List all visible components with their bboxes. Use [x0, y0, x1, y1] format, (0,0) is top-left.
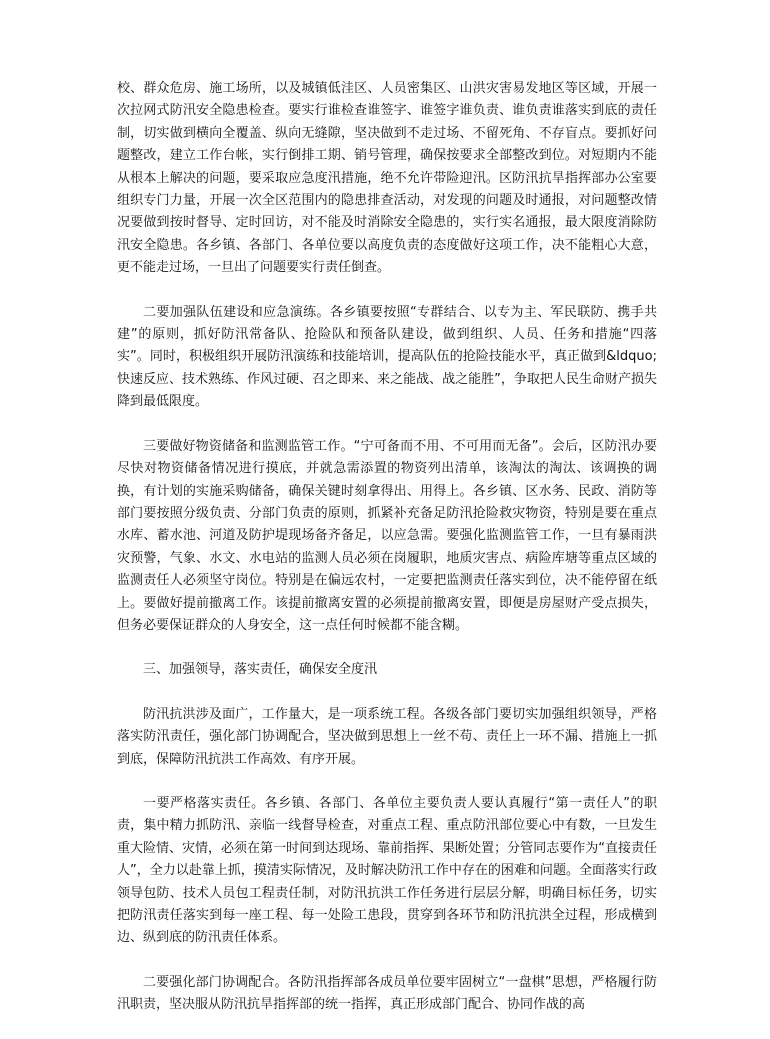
paragraph-4: 防汛抗洪涉及面广，工作量大，是一项系统工程。各级各部门要切实加强组织领导，严格落实防汛责任，强化部门协调配合，坚决做到思想上一丝不苟、责任上一环不漏、措施上一抓到底，保障防汛抗洪工作高效、有序开展。	[117, 706, 657, 767]
paragraph-2: 二要加强队伍建设和应急演练。各乡镇要按照“专群结合、以专为主、军民联防、携手共建”的原则，抓好防汛常备队、抢险队和预备队建设，做到组织、人员、任务和措施“四落实”。同时，积极组织开展防汛演练和技能培训，提高队伍的抢险技能水平，真正做到&ldquo;快速反应、技术熟练、作风过硬、召之即来、来之能战、战之能胜”，争取把人民生命财产损失降到最低限度。	[117, 304, 657, 410]
document-page	[117, 78, 657, 1039]
paragraph-5: 一要严格落实责任。各乡镇、各部门、各单位主要负责人要认真履行“第一责任人”的职责，集中精力抓防汛、亲临一线督导检查，对重点工程、重点防汛部位要心中有数，一旦发生重大险情、灾情，必须在第一时间到达现场、靠前指挥、果断处置；分管同志要作为“直接责任人”，全力以赴靠上抓，摸清实际情况，及时解决防汛工作中存在的困难和问题。全面落实行政领导包防、技术人员包工程责任制，对防汛抗洪工作任务进行层层分解，明确目标任务，切实把防汛责任落实到每一座工程、每一处险工患段，贯穿到各环节和防汛抗洪全过程，形成横到边、纵到底的防汛责任体系。	[117, 795, 657, 946]
paragraph-1: 校、群众危房、施工场所，以及城镇低洼区、人员密集区、山洪灾害易发地区等区域，开展一次拉网式防汛安全隐患检查。要实行谁检查谁签字、谁签字谁负责、谁负责谁落实到底的责任制，切实做到横向全覆盖、纵向无缝隙，坚决做到不走过场、不留死角、不存盲点。要抓好问题整改，建立工作台帐，实行倒排工期、销号管理，确保按要求全部整改到位。对短期内不能从根本上解决的问题，要采取应急度汛措施，绝不允许带险迎汛。区防汛抗旱指挥部办公室要组织专门力量，开展一次全区范围内的隐患排查活动，对发现的问题及时通报，对问题整改情况要做到按时督导、定时回访，对不能及时消除安全隐患的，实行实名通报，最大限度消除防汛安全隐患。各乡镇、各部门、各单位要以高度负责的态度做好这项工作，决不能粗心大意，更不能走过场，一旦出了问题要实行责任倒查。	[117, 81, 657, 276]
section-heading: 三、加强领导，落实责任，确保安全度汛	[143, 662, 378, 678]
paragraph-6: 二要强化部门协调配合。各防汛指挥部各成员单位要牢固树立“一盘棋”思想，严格履行防汛职责，坚决服从防汛抗旱指挥部的统一指挥，真正形成部门配合、协同作战的高	[117, 974, 657, 1013]
paragraph-3: 三要做好物资储备和监测监管工作。“宁可备而不用、不可用而无备”。会后，区防汛办要尽快对物资储备情况进行摸底，并就急需添置的物资列出清单，该淘汰的淘汰、该调换的调换，有计划的实施采购储备，确保关键时刻拿得出、用得上。各乡镇、区水务、民政、消防等部门要按照分级负责、分部门负责的原则，抓紧补充备足防汛抢险救灾物资，特别是要在重点水库、蓄水池、河道及防护堤现场备齐备足，以应急需。要强化监测监管工作，一旦有暴雨洪灾预警，气象、水文、水电站的监测人员必须在岗履职，地质灾害点、病险库塘等重点区域的监测责任人必须坚守岗位。特别是在偏远农村，一定要把监测责任落实到位，决不能停留在纸上。要做好提前撤离工作。该提前撤离安置的必须提前撤离安置，即便是房屋财产受点损失，但务必要保证群众的人身安全，这一点任何时候都不能含糊。	[117, 438, 657, 633]
